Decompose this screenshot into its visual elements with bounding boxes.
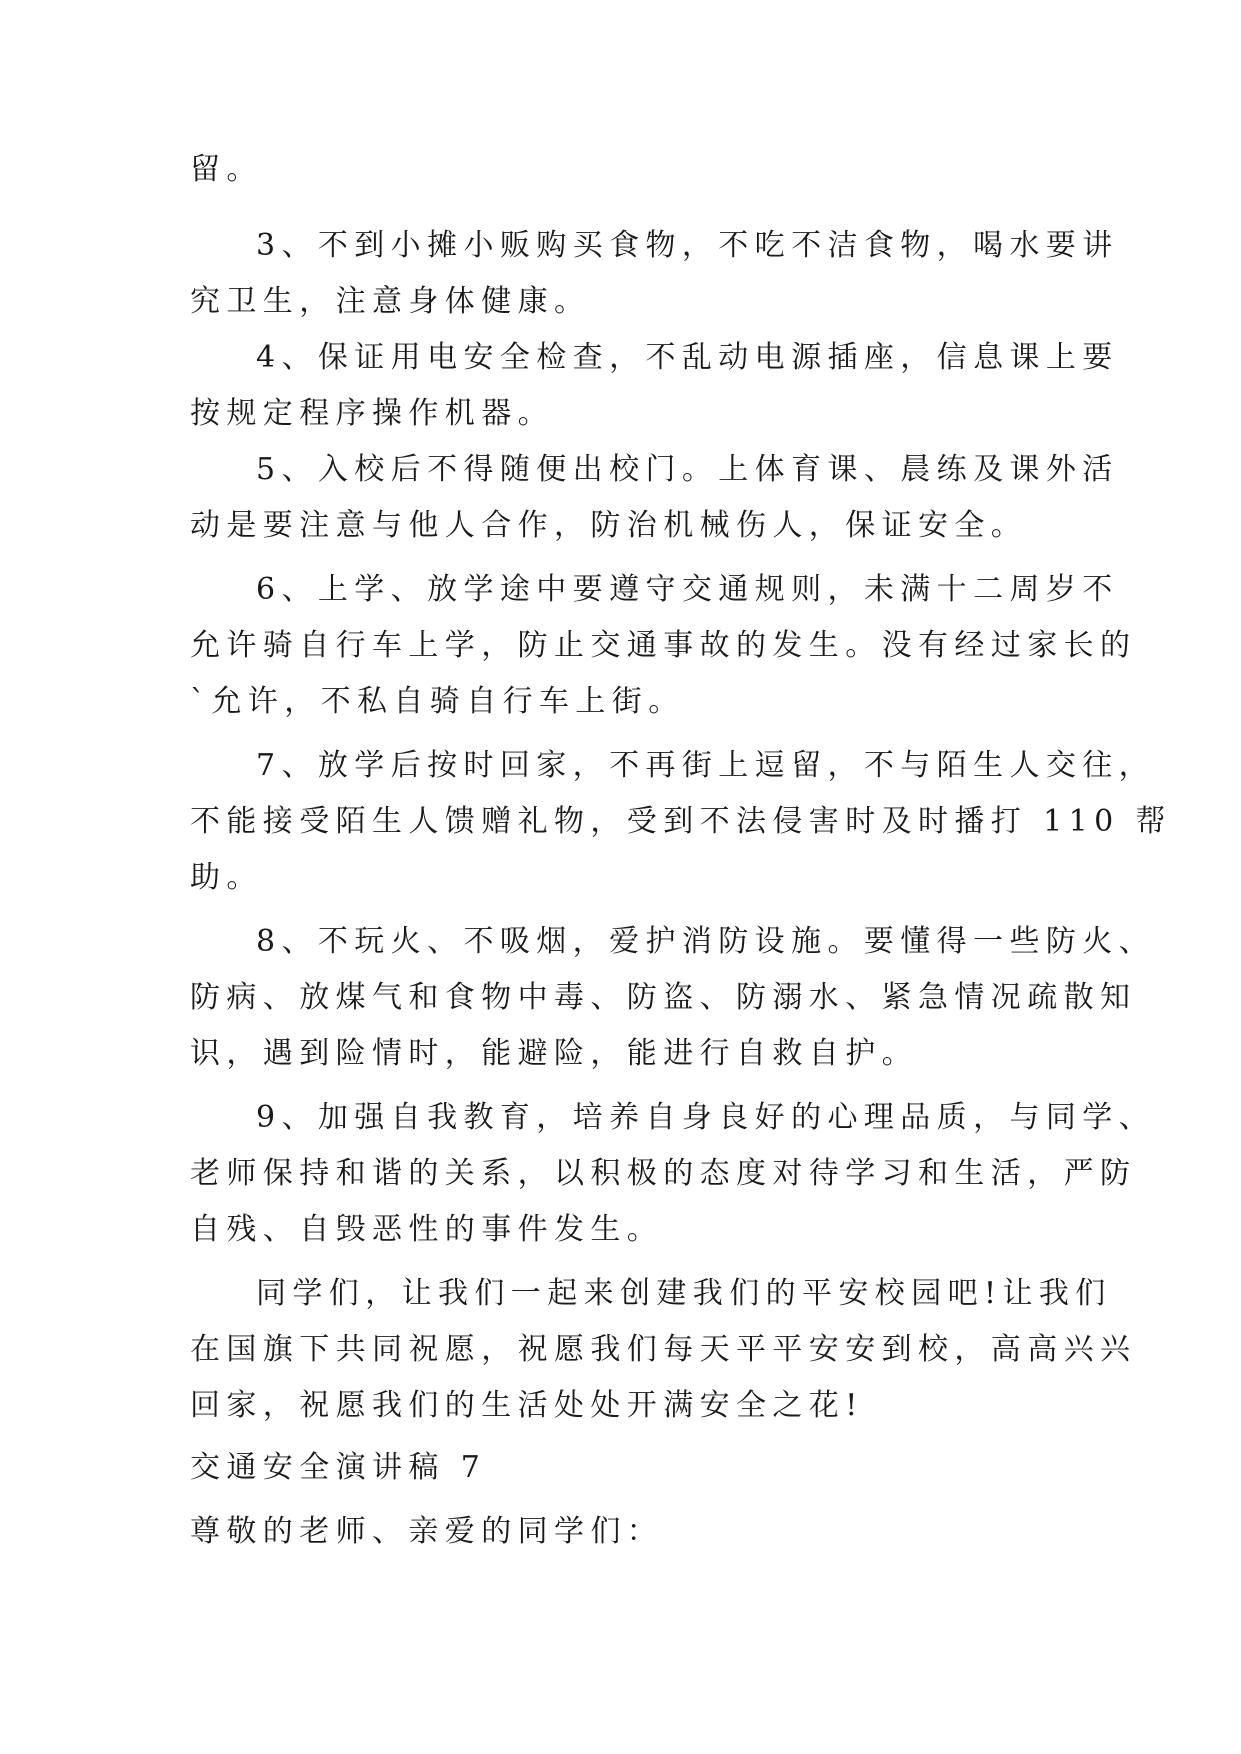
text-line: 3、不到小摊小贩购买食物，不吃不洁食物，喝水要讲 <box>256 228 1119 263</box>
text-line: 回家，祝愿我们的生活处处开满安全之花! <box>190 1388 864 1423</box>
text-line: 防病、放煤气和食物中毒、防盗、防溺水、紧急情况疏散知 <box>190 980 1137 1015</box>
text-line: 允许骑自行车上学，防止交通事故的发生。没有经过家长的 <box>190 628 1137 663</box>
text-line: 在国旗下共同祝愿，祝愿我们每天平平安安到校，高高兴兴 <box>190 1332 1137 1367</box>
text-line: 留。 <box>190 152 263 187</box>
text-line: 按规定程序操作机器。 <box>190 396 554 431</box>
text-line: 9、加强自我教育，培养自身良好的心理品质，与同学、 <box>256 1100 1156 1135</box>
text-line: 老师保持和谐的关系，以积极的态度对待学习和生活，严防 <box>190 1156 1137 1191</box>
text-line: 4、保证用电安全检查，不乱动电源插座，信息课上要 <box>256 340 1119 375</box>
text-line: 7、放学后按时回家，不再街上逗留，不与陌生人交往， <box>256 748 1156 783</box>
text-line: 6、上学、放学途中要遵守交通规则，未满十二周岁不 <box>256 572 1119 607</box>
text-line: 自残、自毁恶性的事件发生。 <box>190 1212 664 1247</box>
salutation: 尊敬的老师、亲爱的同学们： <box>190 1514 664 1549</box>
text-line: `允许，不私自骑自行车上街。 <box>190 684 685 719</box>
text-line: 助。 <box>190 860 263 895</box>
text-line: 不能接受陌生人馈赠礼物，受到不法侵害时及时播打 110 帮 <box>190 804 1172 839</box>
text-line: 识，遇到险情时，能避险，能进行自救自护。 <box>190 1036 918 1071</box>
text-line: 8、不玩火、不吸烟，爱护消防设施。要懂得一些防火、 <box>256 924 1156 959</box>
text-line: 究卫生，注意身体健康。 <box>190 284 591 319</box>
text-line: 同学们，让我们一起来创建我们的平安校园吧!让我们 <box>256 1276 1112 1311</box>
text-line: 5、入校后不得随便出校门。上体育课、晨练及课外活 <box>256 452 1119 487</box>
section-heading: 交通安全演讲稿 7 <box>190 1450 487 1485</box>
text-line: 动是要注意与他人合作，防治机械伤人，保证安全。 <box>190 508 1028 543</box>
